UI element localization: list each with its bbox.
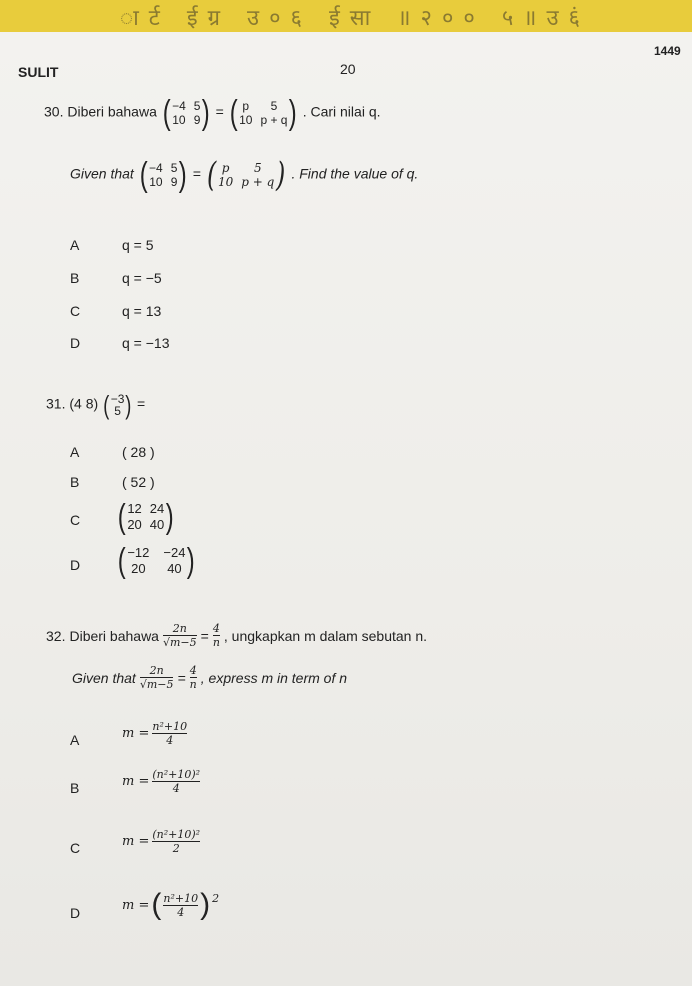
matrix-cell: −12 [127, 545, 150, 560]
fraction-numerator: 2n [149, 664, 164, 677]
fraction-numerator: (n²+10)² [152, 828, 201, 841]
fraction-denominator: √m−5 [139, 678, 174, 691]
equals-sign: = [192, 165, 201, 182]
matrix-cell: 40 [167, 561, 182, 576]
matrix-cell: 12 [127, 501, 142, 516]
fraction-numerator: (n²+10)² [152, 768, 201, 781]
equals-sign: = [136, 395, 146, 412]
matrix-cell: 5 [170, 161, 178, 175]
option-c-matrix: ( 12 24 20 40 ) [117, 498, 174, 536]
matrix-cell: p [242, 99, 250, 113]
page-id: 1449 [654, 44, 681, 58]
fraction-denominator: 4 [172, 782, 180, 795]
matrix-cell: −24 [163, 545, 186, 560]
q30-malay-prefix: Diberi bahawa [67, 103, 157, 120]
option-text: ( 52 ) [122, 474, 155, 490]
q31-row-matrix: (4 8) [69, 395, 99, 412]
q31-col-matrix: ( −3 5 ) [103, 390, 132, 420]
q30-english-prefix: Given that [70, 165, 134, 182]
page-number: 20 [340, 61, 356, 77]
q30-english [70, 155, 419, 195]
q32-malay-suffix: , ungkapkan m dalam sebutan n. [223, 627, 428, 644]
option-letter: C [70, 512, 81, 528]
option-prefix: m = [122, 774, 150, 789]
matrix-cell: 5 [270, 99, 278, 113]
option-letter: C [70, 303, 81, 319]
fraction-denominator: √m−5 [162, 636, 197, 649]
matrix-cell: 9 [193, 113, 201, 127]
q32-malay-prefix: Diberi bahawa [69, 627, 159, 644]
option-letter: D [70, 335, 81, 351]
fraction-numerator: n²+10 [163, 891, 199, 905]
q32-option-b [122, 768, 200, 795]
matrix-cell: −4 [172, 99, 186, 113]
equals-sign: = [200, 627, 209, 644]
q30-malay [44, 96, 381, 130]
equals-sign: = [215, 103, 224, 120]
option-text: q = −13 [122, 335, 170, 351]
q32-number: 32. [46, 627, 66, 644]
q32-lhs-fraction-en [140, 664, 174, 691]
fraction-denominator: n [212, 636, 220, 649]
q30-rhs-matrix-en: ( p 5 10 p + q ) [206, 155, 286, 195]
matrix-cell: 5 [253, 161, 262, 175]
fraction-denominator: 4 [166, 734, 174, 747]
matrix-cell: 40 [149, 517, 165, 532]
option-text: q = 13 [122, 303, 162, 319]
fraction-numerator: 4 [212, 622, 220, 635]
matrix-cell: 10 [172, 113, 186, 127]
q32-option-a [122, 720, 187, 747]
fraction-denominator: 2 [172, 842, 180, 855]
option-letter: B [70, 474, 80, 490]
q32-english-prefix: Given that [72, 669, 136, 686]
option-d-matrix: ( −12 −24 20 40 ) [117, 542, 196, 580]
q32-english [72, 664, 347, 691]
matrix-cell: 9 [170, 175, 178, 189]
equals-sign: = [177, 669, 186, 686]
q32-option-d: m = ( $\frac{\text{n²+10}}{4}$ ) 2 [122, 888, 220, 921]
q30-rhs-matrix: ( p 5 10 p + q ) [229, 94, 298, 132]
option-prefix: m = [122, 897, 150, 913]
q32-malay [46, 622, 427, 649]
q32-english-suffix: , express m in term of n [200, 669, 348, 686]
matrix-cell: p + q [260, 113, 288, 127]
matrix-cell: p + q [241, 175, 275, 189]
q30-english-suffix: . Find the value of q. [291, 165, 419, 182]
q30-malay-suffix: . Cari nilai q. [302, 103, 381, 120]
option-prefix: m = [122, 726, 150, 741]
option-letter: D [70, 557, 81, 573]
matrix-cell: 20 [131, 561, 146, 576]
option-letter: A [70, 732, 80, 748]
matrix-cell: 20 [127, 517, 142, 532]
option-letter: A [70, 444, 80, 460]
q30-number: 30. [44, 103, 64, 120]
matrix-cell: −3 [110, 392, 125, 406]
q32-option-c [122, 828, 200, 855]
sulit-label: SULIT [18, 64, 59, 80]
q32-rhs-fraction [213, 622, 220, 649]
option-letter: B [70, 270, 80, 286]
option-letter: D [70, 905, 81, 921]
fraction-numerator: 4 [189, 664, 197, 677]
matrix-cell: −4 [149, 161, 163, 175]
q30-lhs-matrix-en: ( −4 5 10 9 ) [139, 156, 188, 194]
fraction-numerator: 2n [172, 622, 187, 635]
matrix-cell: 24 [149, 501, 165, 516]
q32-rhs-fraction-en [190, 664, 197, 691]
fraction-denominator: 4 [177, 905, 185, 919]
matrix-cell: p [221, 161, 230, 175]
option-text: q = 5 [122, 237, 154, 253]
matrix-cell: 10 [239, 113, 253, 127]
option-text: ( 28 ) [122, 444, 155, 460]
q31-question [46, 392, 145, 418]
matrix-cell: 10 [217, 175, 234, 189]
q32-lhs-fraction [163, 622, 197, 649]
option-letter: B [70, 780, 80, 796]
top-scribble: ार्ट ईग्र उ०६ ईसा ॥२०० ५॥उ६ं [120, 6, 590, 31]
q31-number: 31. [46, 395, 66, 412]
option-letter: A [70, 237, 80, 253]
option-text: q = −5 [122, 270, 162, 286]
matrix-cell: 5 [193, 99, 201, 113]
fraction-numerator: n²+10 [152, 720, 188, 733]
fraction-denominator: n [189, 678, 197, 691]
q30-lhs-matrix: ( −4 5 10 9 ) [162, 94, 211, 132]
option-prefix: m = [122, 834, 150, 849]
matrix-cell: 10 [149, 175, 163, 189]
exponent: 2 [212, 892, 220, 905]
matrix-cell: 5 [114, 404, 121, 418]
top-colored-strip [0, 0, 692, 34]
option-letter: C [70, 840, 81, 856]
